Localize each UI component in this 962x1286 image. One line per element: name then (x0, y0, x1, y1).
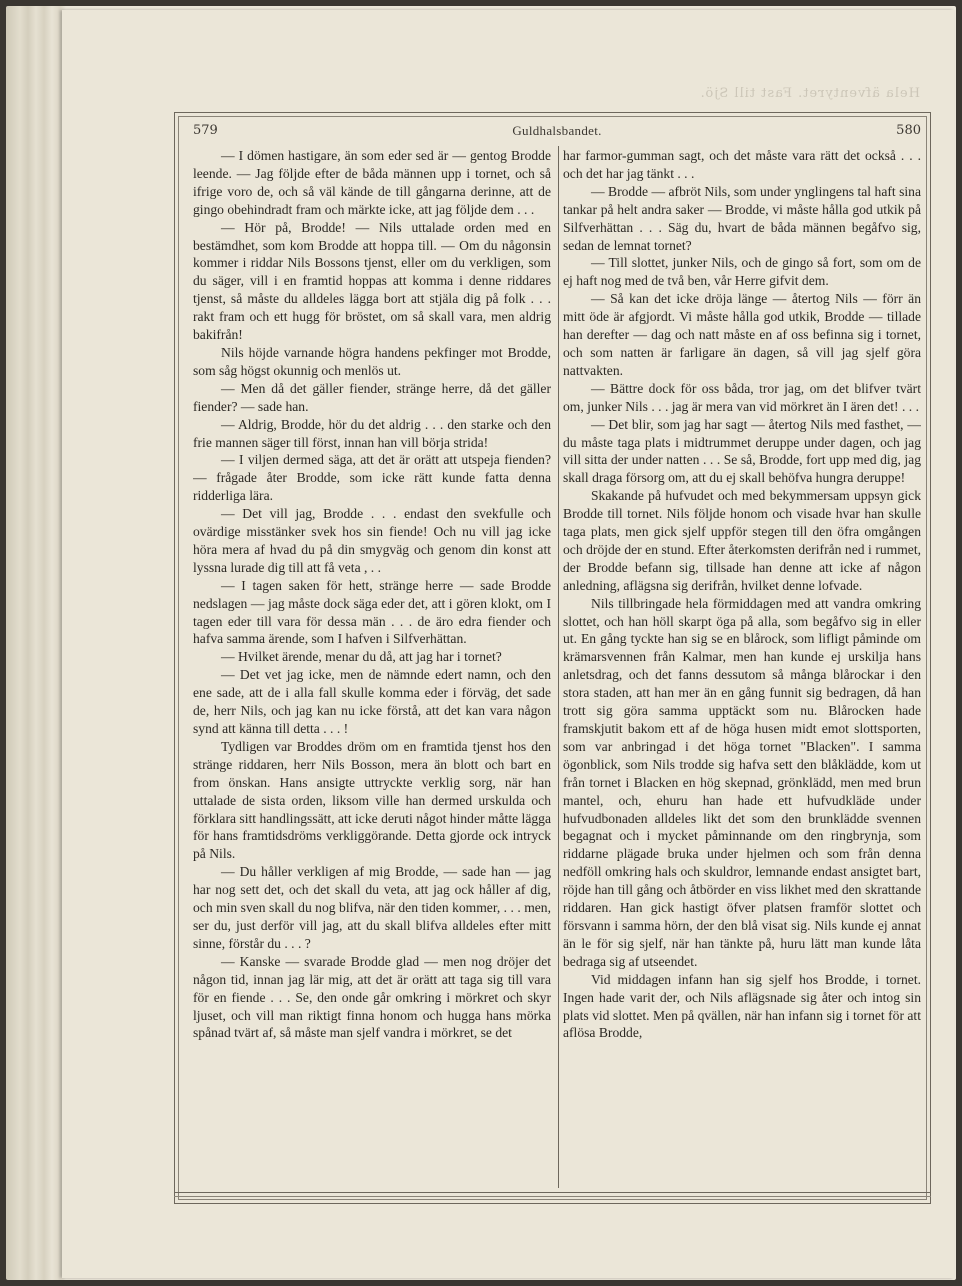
paragraph: — Det vet jag icke, men de nämnde edert namn, och den ene sade, att de i alla fall skulle komma eder i förväg, det sade de, herr Nils, och jag kan nu icke förstå, att det kan vara någon synd att känna till detta . . . ! (193, 667, 551, 736)
bottom-rule (174, 1192, 931, 1197)
paragraph: Nils höjde varnande högra handens pekfinger mot Brodde, som såg högst okunnig och menlös ut. (193, 344, 551, 378)
paragraph: Vid middagen infann han sig sjelf hos Brodde, i tornet. Ingen hade varit der, och Nils aflägsnade sig åter och intog sin plats vid slottet. Men på qvällen, när han infann sig i tornet för att aflösa Brodde, (563, 971, 921, 1041)
paragraph: — Hvilket ärende, menar du då, att jag har i tornet? (221, 649, 502, 665)
paragraph: — Hör på, Brodde! — Nils uttalade orden med en bestämdhet, som kom Brodde att hoppa till. — Om du någonsin kommer i riddar Nils Bossons tjenst, eller om du verkligen, som du säger, vill i en framtid hoppas att komma i denne riddares tjenst, så måste du alldeles lägga bort att stjäla dig på folk . . . rakt fram och ett hugg för bröstet, om så skall vara, men aldrig bakifrån! (193, 219, 551, 343)
paragraph: — Men då det gäller fiender, stränge herre, då det gäller fiender? — sade han. (193, 380, 551, 414)
running-title: Guldhalsbandet. (512, 123, 602, 138)
left-column (193, 147, 551, 1187)
paragraph: — Du håller verkligen af mig Brodde, — sade han — jag har nog sett det, och det skall du veta, att jag ock håller af dig, och min sven skall du nog blifva, när den tiden kommer, . . . men, ser du, just derför vill jag, att du skall blifva alldeles efter mitt sinne, förstår du . . . ? (193, 864, 551, 951)
paragraph: Tydligen var Broddes dröm om en framtida tjenst hos den stränge riddaren, herr Nils Bosson, mera än blott och bart en from önskan. Hans ansigte uttryckte verklig sorg, när han uttalade de sista orden, liksom ville han dermed urskulda och förklara sitt handlingssätt, att icke deruti något hinder måtte lägga för hans framtidsdröms verkliggörande. Detta gjorde ock intryck på Nils. (193, 738, 551, 862)
page-number-left: 579 (193, 123, 218, 138)
bleed-through-text: Hela äfventyret. Fast till Sjö. (699, 86, 920, 101)
paragraph: — Det blir, som jag har sagt — återtog Nils med fasthet, — du måste taga plats i midtrummet deruppe under dagen, och jag vill sitta der under natten . . . Se så, Brodde, fort upp med dig, jag skall draga försorg om, att du ej skall behöfva hungra deruppe! (563, 416, 921, 486)
paragraph: — Bättre dock för oss båda, tror jag, om det blifver tvärt om, junker Nils . . . jag är mera van vid mörkret än I ären det! . . . (563, 380, 921, 414)
paragraph: — Det vill jag, Brodde . . . endast den svekfulle och ovärdige misstänker svek hos sin fiende! Och nu vill jag icke höra mera af hvad du på din smygväg och genom din konst att lyssna lurade dig till att få veta , . . (193, 506, 551, 575)
column-divider (558, 146, 559, 1188)
right-column (563, 147, 921, 1187)
paragraph: — Brodde — afbröt Nils, som under ynglingens tal haft sina tankar på helt andra saker — Brodde, vi måste hålla god utkik på Silfverhättan . . . Säg du, hvart de båda männen begåfvo sig, sedan de lemnat tornet? (563, 183, 921, 253)
paragraph: Nils tillbringade hela förmiddagen med att vandra omkring slottet, och han höll skarpt öga på alla, som begåfvo sig in eller ut. En gång tyckte han sig se en blårock, som lifligt påminde om krämarsvennen från Kalmar, men han kunde ej urskilja hans anletsdrag, och det fanns dessutom så många blårockar i den stora staden, att han mer än en gång funnit sig bedragen, då han trott sig göra samma upptäckt som nu. Blårocken hade framskjutit bakom ett af de höga husen midt emot slottsporten, som var anbringad i det höga tornet "Blacken". I samma ögonblick, som Nils trodde sig hafva sett den blåklädde, kom ut från tornet i Blacken en hög skepnad, grönklädd, men med brun mantel, och, ehuru han hade ett hufvudkläde under hufvudbonaden alldeles likt det som den brunklädde svennen begagnat och i mycket påminnande om den ringbrynja, som riddarne plägade bruka under hjelmen och som från denna nedföll omkring hals och skuldror, lemnande endast ansigtet bart, röjde han till gång och åtbörder en viss likhet med den skrattande riddaren. Han gick hastigt öfver platsen framför slottet och försvann i samma hörn, der den blå visat sig. Nils kunde ej annat än le för sig sjelf, när han tänkte på, huru lätt man kunde låta bedraga sig af utseendet. (563, 595, 921, 969)
page-header (193, 123, 921, 143)
paragraph: — I tagen saken för hett, stränge herre — sade Brodde nedslagen — jag måste dock säga eder det, att i gören klokt, om I tagen eder till vara för dessa män . . . de äro edra fiender och hafva samma ärende, som I hafven i Silfverhättan. (193, 577, 551, 647)
paragraph: Skakande på hufvudet och med bekymmersam uppsyn gick Brodde till tornet. Nils följde honom och visade hvar han skulle taga plats, men gick sjelf uppför stegen till den öfra omgången och dröjde der en stund. Efter återkomsten derifrån ned i rummet, der Brodde befann sig, tillsade han denne att icke af någon anledning, aflägsna sig derifrån, hvilket denne lofvade. (563, 488, 921, 593)
paragraph: — I viljen dermed säga, att det är orätt att utspeja fienden? — frågade åter Brodde, som icke rätt kunde fatta denna ridderliga lära. (193, 452, 551, 504)
paragraph: — Aldrig, Brodde, hör du det aldrig . . . den starke och den frie mannen säger till först, innan han vill börja strida! (193, 416, 551, 450)
paragraph: — Till slottet, junker Nils, och de gingo så fort, som om de ej haft nog med de två ben, vår Herre gifvit dem. (563, 255, 921, 289)
paragraph: har farmor-gumman sagt, och det måste vara rätt det också . . . och det har jag tänkt . . . (563, 148, 921, 181)
paragraph: — Så kan det icke dröja länge — återtog Nils — förr än mitt öde är afgjordt. Vi måste hålla god utkik, Brodde — tillade han derefter — dag och natt måste en af oss befinna sig i tornet, och som natten är farligare än dagen, så vill jag sjelf göra nattvakten. (563, 291, 921, 378)
page-number-right: 580 (896, 123, 921, 138)
paragraph: — Kanske — svarade Brodde glad — men nog dröjer det någon tid, innan jag lär mig, att det är orätt att taga sig till vara för en fiende . . . Se, den onde går omkring i mörkret och skyr ljuset, och vill man riktigt finna honom och hugga hans mörka spånad tvärt af, så måste man sjelf vandra i mörkret, se det (193, 953, 551, 1041)
paragraph: — I dömen hastigare, än som eder sed är — gentog Brodde leende. — Jag följde efter de båda männen upp i tornet, och så ifrige voro de, och så väl kände de till gångarna derinne, att de gingo obehindradt fram och märkte icke, att jag följde dem . . . (193, 148, 551, 217)
